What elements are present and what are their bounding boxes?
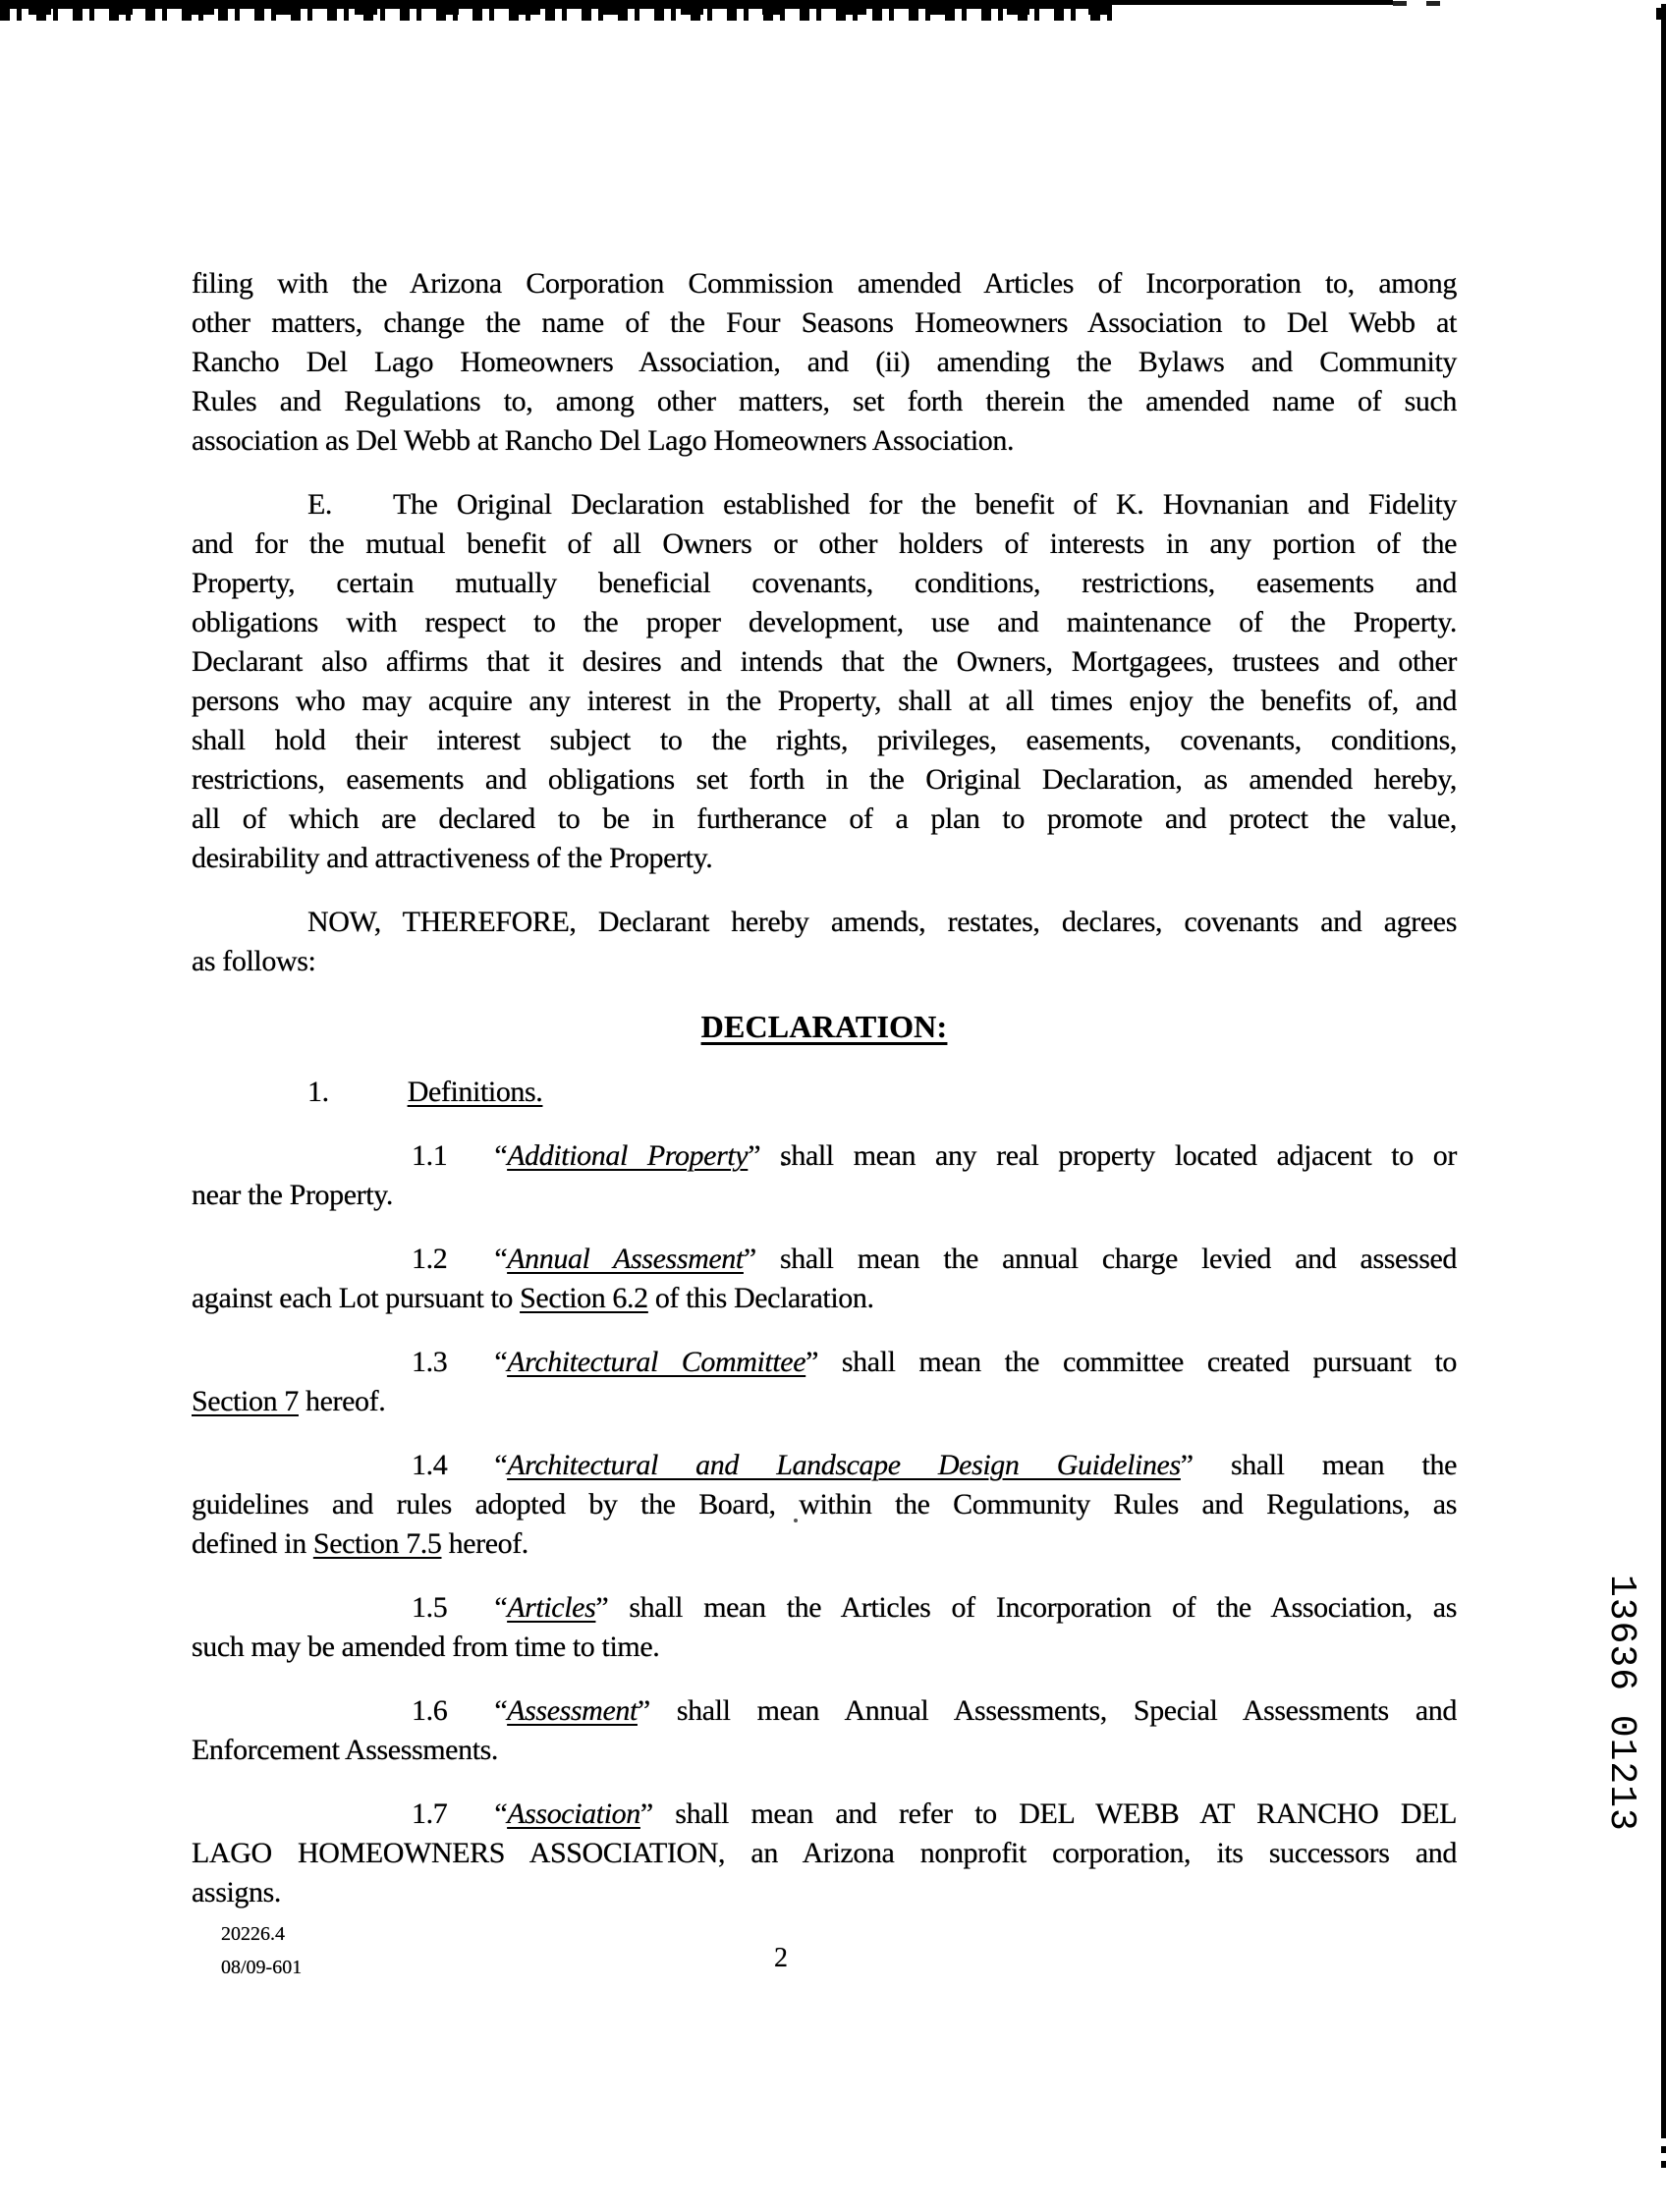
emphasized-text: Assessment (507, 1694, 638, 1727)
text-line (192, 1279, 1457, 1318)
emphasized-text: Section 6.2 (520, 1282, 648, 1314)
text-line (192, 721, 1457, 760)
definition-1-1-additional-property (192, 1136, 1457, 1215)
para-now-therefore (192, 903, 1457, 981)
text-segment: E. (307, 488, 333, 521)
text-line (192, 1834, 1457, 1873)
text-segment: 1.1 (412, 1139, 448, 1172)
text-segment: near the Property. (192, 1179, 393, 1211)
tab-gap (447, 1616, 494, 1617)
text-segment: filing with the Arizona Corporation Commission amended Articles of Incorporation to, among (192, 267, 1457, 300)
text-segment: Declarant also affirms that it desires and intends that the Owners, Mortgagees, trustees and other (192, 645, 1457, 678)
text-segment: 1.3 (412, 1346, 448, 1378)
para-recital-e (192, 485, 1457, 878)
text-segment: “ (494, 1591, 508, 1624)
declaration-heading: DECLARATION: (700, 1009, 948, 1044)
definition-1-6-assessment (192, 1691, 1457, 1770)
text-line (192, 1176, 1457, 1215)
text-segment: persons who may acquire any interest in the Property, shall at all times enjoy the benefits of, and (192, 685, 1457, 717)
scan-artifact-top-band (0, 0, 1112, 9)
emphasized-text: Section 7 (192, 1385, 299, 1417)
definition-1-4-design-guidelines (192, 1446, 1457, 1564)
text-segment: “ (494, 1797, 508, 1830)
tab-gap (447, 1164, 494, 1165)
emphasized-text: Additional Property (507, 1139, 749, 1172)
text-line (192, 264, 1457, 304)
emphasized-text: Annual Assessment (507, 1243, 744, 1275)
text-line (192, 1731, 1457, 1770)
tab-gap (329, 1100, 408, 1101)
text-segment: 1. (307, 1076, 329, 1108)
scan-artifact-right-edge-line (1661, 4, 1666, 2131)
text-segment: all of which are declared to be in furtherance of a plan to promote and protect the value, (192, 802, 1457, 835)
text-line (192, 1873, 1457, 1912)
text-line (192, 1136, 1457, 1176)
text-line (192, 1628, 1457, 1667)
emphasized-text: Definitions. (407, 1076, 543, 1108)
text-segment: ” shall mean the (1180, 1449, 1457, 1481)
scan-artifact-top-band-teeth (0, 9, 1112, 15)
text-segment: The Original Declaration established for the benefit of K. Hovnanian and Fidelity (393, 488, 1457, 521)
text-line (192, 1691, 1457, 1731)
text-segment: of this Declaration. (647, 1282, 874, 1314)
definition-1-3-architectural-committee (192, 1343, 1457, 1421)
text-segment: and for the mutual benefit of all Owners or other holders of interests in any portion of the (192, 527, 1457, 560)
text-line (192, 564, 1457, 603)
text-segment: ” shall mean the Articles of Incorporation of the Association, as (595, 1591, 1457, 1624)
scan-artifact-top-band-dashes (1393, 1, 1452, 6)
text-segment: 1.5 (412, 1591, 448, 1624)
text-segment: ” shall mean the committee created pursuant to (805, 1346, 1457, 1378)
text-line (192, 525, 1457, 564)
text-line (192, 421, 1457, 461)
text-segment: “ (494, 1346, 508, 1378)
text-segment: as follows: (192, 945, 316, 977)
text-line (192, 942, 1457, 981)
text-segment: ” shall mean Annual Assessments, Special Assessments and (637, 1694, 1457, 1727)
text-segment: hereof. (441, 1527, 528, 1560)
text-line (192, 485, 1457, 525)
text-line (192, 1524, 1457, 1564)
text-segment: 1.4 (412, 1449, 448, 1481)
text-segment: 1.6 (412, 1694, 448, 1727)
text-line (192, 682, 1457, 721)
text-segment: ” shall mean any real property located adjacent to or (748, 1139, 1457, 1172)
tab-gap (332, 513, 393, 514)
text-line (192, 642, 1457, 682)
text-segment: “ (494, 1449, 508, 1481)
text-segment: 1.7 (412, 1797, 448, 1830)
definition-1-5-articles (192, 1588, 1457, 1667)
text-segment: Rancho Del Lago Homeowners Association, and (ii) amending the Bylaws and Community (192, 346, 1457, 378)
text-segment: 1.2 (412, 1243, 448, 1275)
text-line (192, 1343, 1457, 1382)
text-line (192, 1795, 1457, 1834)
emphasized-text: Articles (507, 1591, 596, 1624)
text-segment: desirability and attractiveness of the Property. (192, 842, 713, 874)
text-segment: “ (494, 1243, 508, 1275)
text-segment: “ (494, 1694, 508, 1727)
emphasized-text: Architectural and Landscape Design Guidelines (507, 1449, 1181, 1481)
text-segment: Rules and Regulations to, among other matters, set forth therein the amended name of such (192, 385, 1457, 417)
text-line (192, 760, 1457, 800)
text-segment: guidelines and rules adopted by the Board, within the Community Rules and Regulations, as (192, 1488, 1457, 1521)
page-number: 2 (774, 1943, 788, 1973)
tab-gap (447, 1370, 494, 1371)
text-line (192, 839, 1457, 878)
text-line (192, 1588, 1457, 1628)
tab-gap (447, 1822, 494, 1823)
footer-ref: 08/09-601 (221, 1957, 303, 1978)
tab-gap (447, 1267, 494, 1268)
text-segment: defined in (192, 1527, 313, 1560)
recorder-stamp-number: 13636 01213 (1600, 1575, 1642, 1832)
text-segment: Property, certain mutually beneficial covenants, conditions, restrictions, easements and (192, 567, 1457, 599)
footer-block (221, 1917, 302, 1984)
text-segment: LAGO HOMEOWNERS ASSOCIATION, an Arizona nonprofit corporation, its successors and (192, 1837, 1457, 1869)
text-segment: assigns. (192, 1876, 281, 1908)
text-line (192, 343, 1457, 382)
text-line (192, 603, 1457, 642)
section-1-definitions-heading (192, 1073, 1457, 1112)
text-line (192, 1446, 1457, 1485)
tab-gap (447, 1473, 494, 1474)
text-segment: Enforcement Assessments. (192, 1734, 499, 1766)
tab-gap (447, 1719, 494, 1720)
text-line (192, 1382, 1457, 1421)
text-segment: obligations with respect to the proper development, use and maintenance of the Property. (192, 606, 1457, 638)
scan-artifact-top-band-thin (1110, 0, 1393, 5)
text-line (192, 304, 1457, 343)
definition-1-2-annual-assessment (192, 1240, 1457, 1318)
text-segment: such may be amended from time to time. (192, 1631, 660, 1663)
scan-artifact-corner-mark (1656, 8, 1663, 20)
text-segment: other matters, change the name of the Four Seasons Homeowners Association to Del Webb at (192, 306, 1457, 339)
text-segment: hereof. (298, 1385, 386, 1417)
definition-1-7-association (192, 1795, 1457, 1912)
text-line (192, 1240, 1457, 1279)
text-segment: NOW, THEREFORE, Declarant hereby amends, restates, declares, covenants and agrees (307, 906, 1457, 938)
footer-doc-id: 20226.4 (221, 1923, 285, 1945)
text-segment: ” shall mean the annual charge levied and assessed (743, 1243, 1457, 1275)
para-amendment-recital (192, 264, 1457, 461)
text-line (192, 382, 1457, 421)
emphasized-text: Association (507, 1797, 640, 1830)
text-line (192, 1485, 1457, 1524)
text-segment: against each Lot pursuant to (192, 1282, 521, 1314)
scan-artifact-right-edge-tail (1661, 2131, 1666, 2171)
emphasized-text: Architectural Committee (507, 1346, 806, 1378)
emphasized-text: Section 7.5 (312, 1527, 442, 1560)
text-segment: association as Del Webb at Rancho Del Lago Homeowners Association. (192, 424, 1015, 457)
text-line (192, 800, 1457, 839)
text-segment: ” shall mean and refer to DEL WEBB AT RANCHO DEL (639, 1797, 1457, 1830)
text-segment: shall hold their interest subject to the rights, privileges, easements, covenants, conditions, (192, 724, 1457, 756)
text-line (192, 1073, 1457, 1112)
text-segment: “ (494, 1139, 508, 1172)
document-body (192, 264, 1457, 1912)
text-line (192, 903, 1457, 942)
text-segment: restrictions, easements and obligations set forth in the Original Declaration, as amended hereby, (192, 763, 1457, 796)
